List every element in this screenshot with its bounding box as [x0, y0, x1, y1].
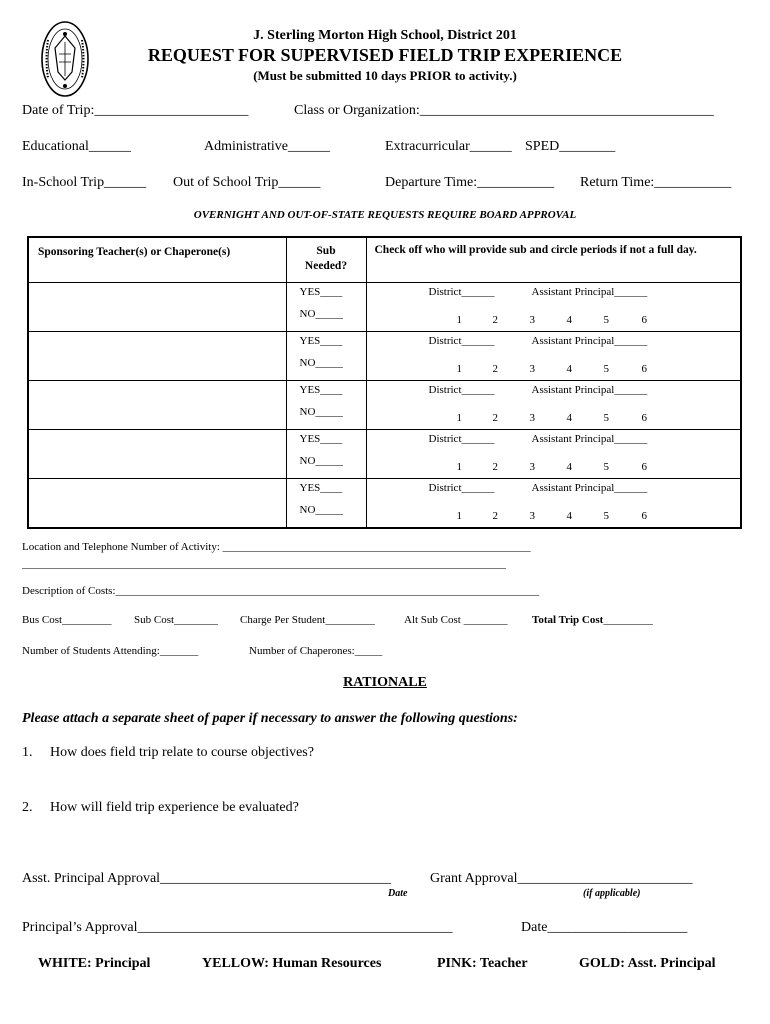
- district-option[interactable]: District______: [428, 384, 495, 396]
- no-option[interactable]: NO_____: [299, 455, 343, 467]
- no-option[interactable]: NO_____: [299, 357, 343, 369]
- assistant-principal-option[interactable]: Assistant Principal______: [531, 384, 648, 396]
- sub-needed-cell: [286, 381, 366, 430]
- sponsor-name-cell[interactable]: [28, 332, 286, 381]
- period-3[interactable]: 3: [529, 412, 535, 424]
- period-4[interactable]: 4: [566, 461, 572, 473]
- form-title: REQUEST FOR SUPERVISED FIELD TRIP EXPERIENCE: [147, 45, 623, 65]
- period-4[interactable]: 4: [566, 363, 572, 375]
- sub-provider-cell: [366, 381, 741, 430]
- chaperone-table: [27, 236, 742, 529]
- period-3[interactable]: 3: [529, 314, 535, 326]
- period-1[interactable]: 1: [456, 363, 462, 375]
- rationale-heading: RATIONALE: [343, 675, 427, 690]
- period-6[interactable]: 6: [641, 412, 647, 424]
- table-row: [28, 283, 741, 332]
- sponsor-name-cell[interactable]: [28, 283, 286, 332]
- copy-pink: PINK: Teacher: [437, 956, 528, 971]
- return-time-field[interactable]: Return Time:___________: [580, 175, 732, 190]
- description-of-costs-field[interactable]: Description of Costs:_____________________________________________________________________________: [22, 585, 539, 597]
- principal-date-field[interactable]: Date____________________: [521, 920, 688, 935]
- period-4[interactable]: 4: [566, 510, 572, 522]
- sponsor-name-cell[interactable]: [28, 381, 286, 430]
- total-trip-cost-label: Total Trip Cost: [532, 614, 604, 626]
- district-option[interactable]: District______: [428, 286, 495, 298]
- copy-white: WHITE: Principal: [38, 956, 151, 971]
- period-2[interactable]: 2: [492, 412, 498, 424]
- check-off-column-header: Check off who will provide sub and circle periods if not a full day.: [366, 237, 741, 283]
- sub-provider-cell: [366, 479, 741, 529]
- students-attending-field[interactable]: Number of Students Attending:_______: [22, 645, 199, 657]
- bus-cost-field[interactable]: Bus Cost_________: [22, 614, 112, 626]
- assistant-principal-option[interactable]: Assistant Principal______: [531, 433, 648, 445]
- sub-provider-cell: [366, 332, 741, 381]
- yes-option[interactable]: YES____: [299, 286, 343, 298]
- alt-sub-cost-field[interactable]: Alt Sub Cost ________: [404, 614, 508, 626]
- district-option[interactable]: District______: [428, 482, 495, 494]
- period-5[interactable]: 5: [603, 510, 609, 522]
- sub-provider-cell: [366, 283, 741, 332]
- period-5[interactable]: 5: [603, 412, 609, 424]
- sub-needed-cell: [286, 430, 366, 479]
- assistant-principal-option[interactable]: Assistant Principal______: [531, 482, 648, 494]
- question-1: How does field trip relate to course objectives?: [50, 745, 314, 760]
- district-option[interactable]: District______: [428, 433, 495, 445]
- sub-header-line1: Sub: [316, 245, 336, 257]
- no-option[interactable]: NO_____: [299, 406, 343, 418]
- total-trip-cost-line[interactable]: _________: [603, 614, 653, 626]
- administrative-field[interactable]: Administrative______: [204, 139, 330, 154]
- question-2: How will field trip experience be evaluated?: [50, 800, 299, 815]
- period-2[interactable]: 2: [492, 363, 498, 375]
- period-3[interactable]: 3: [529, 510, 535, 522]
- out-of-school-trip-field[interactable]: Out of School Trip______: [173, 175, 321, 190]
- question-2-number: 2.: [22, 800, 33, 815]
- school-name: J. Sterling Morton High School, District 201: [253, 28, 517, 43]
- table-row: [28, 430, 741, 479]
- rationale-instruction: Please attach a separate sheet of paper if necessary to answer the following questions:: [22, 711, 518, 726]
- table-row: [28, 332, 741, 381]
- assistant-principal-option[interactable]: Assistant Principal______: [531, 335, 648, 347]
- sub-needed-cell: [286, 283, 366, 332]
- period-1[interactable]: 1: [456, 314, 462, 326]
- sped-field[interactable]: SPED________: [525, 139, 616, 154]
- asst-principal-approval-field[interactable]: Asst. Principal Approval_________________________________: [22, 871, 392, 886]
- period-1[interactable]: 1: [456, 510, 462, 522]
- chaperones-count-field[interactable]: Number of Chaperones:_____: [249, 645, 383, 657]
- class-organization-field[interactable]: Class or Organization:__________________________________________: [294, 103, 714, 118]
- date-caption: Date: [388, 888, 408, 899]
- location-phone-line[interactable]: ________________________________________________________________________________________: [22, 558, 506, 570]
- in-school-trip-field[interactable]: In-School Trip______: [22, 175, 147, 190]
- sub-header-line2: Needed?: [304, 260, 348, 272]
- period-1[interactable]: 1: [456, 461, 462, 473]
- question-1-number: 1.: [22, 745, 33, 760]
- no-option[interactable]: NO_____: [299, 308, 343, 320]
- sub-cost-field[interactable]: Sub Cost________: [134, 614, 219, 626]
- period-5[interactable]: 5: [603, 363, 609, 375]
- table-header-row: [28, 237, 741, 283]
- period-3[interactable]: 3: [529, 363, 535, 375]
- educational-field[interactable]: Educational______: [22, 139, 131, 154]
- period-1[interactable]: 1: [456, 412, 462, 424]
- sponsor-column-header: Sponsoring Teacher(s) or Chaperone(s): [28, 237, 286, 283]
- copy-yellow: YELLOW: Human Resources: [202, 956, 382, 971]
- sponsor-name-cell[interactable]: [28, 479, 286, 529]
- no-option[interactable]: NO_____: [299, 504, 343, 516]
- copy-gold: GOLD: Asst. Principal: [579, 956, 716, 971]
- period-2[interactable]: 2: [492, 510, 498, 522]
- board-approval-notice: OVERNIGHT AND OUT-OF-STATE REQUESTS REQUIRE BOARD APPROVAL: [193, 209, 577, 221]
- form-subtitle: (Must be submitted 10 days PRIOR to activity.): [253, 68, 517, 83]
- table-row: [28, 381, 741, 430]
- sub-needed-column-header: [286, 237, 366, 283]
- charge-per-student-field[interactable]: Charge Per Student_________: [240, 614, 375, 626]
- period-6[interactable]: 6: [641, 461, 647, 473]
- period-2[interactable]: 2: [492, 314, 498, 326]
- period-2[interactable]: 2: [492, 461, 498, 473]
- sub-needed-cell: [286, 479, 366, 529]
- extracurricular-field[interactable]: Extracurricular______: [385, 139, 512, 154]
- date-of-trip-field[interactable]: Date of Trip:______________________: [22, 103, 249, 118]
- period-5[interactable]: 5: [603, 461, 609, 473]
- sub-provider-cell: [366, 430, 741, 479]
- principal-approval-field[interactable]: Principal’s Approval_____________________________________________: [22, 920, 453, 935]
- yes-option[interactable]: YES____: [299, 482, 343, 494]
- yes-option[interactable]: YES____: [299, 433, 343, 445]
- grant-approval-field[interactable]: Grant Approval_________________________: [430, 871, 693, 886]
- table-row: [28, 479, 741, 529]
- period-4[interactable]: 4: [566, 412, 572, 424]
- sponsor-name-cell[interactable]: [28, 430, 286, 479]
- yes-option[interactable]: YES____: [299, 335, 343, 347]
- sub-needed-cell: [286, 332, 366, 381]
- period-6[interactable]: 6: [641, 510, 647, 522]
- period-4[interactable]: 4: [566, 314, 572, 326]
- total-trip-cost-field[interactable]: [532, 614, 653, 626]
- departure-time-field[interactable]: Departure Time:___________: [385, 175, 555, 190]
- district-option[interactable]: District______: [428, 335, 495, 347]
- period-3[interactable]: 3: [529, 461, 535, 473]
- yes-option[interactable]: YES____: [299, 384, 343, 396]
- period-5[interactable]: 5: [603, 314, 609, 326]
- period-6[interactable]: 6: [641, 363, 647, 375]
- location-phone-field[interactable]: Location and Telephone Number of Activity: ________________________________________________________: [22, 541, 531, 553]
- if-applicable-caption: (if applicable): [583, 888, 641, 899]
- period-6[interactable]: 6: [641, 314, 647, 326]
- assistant-principal-option[interactable]: Assistant Principal______: [531, 286, 648, 298]
